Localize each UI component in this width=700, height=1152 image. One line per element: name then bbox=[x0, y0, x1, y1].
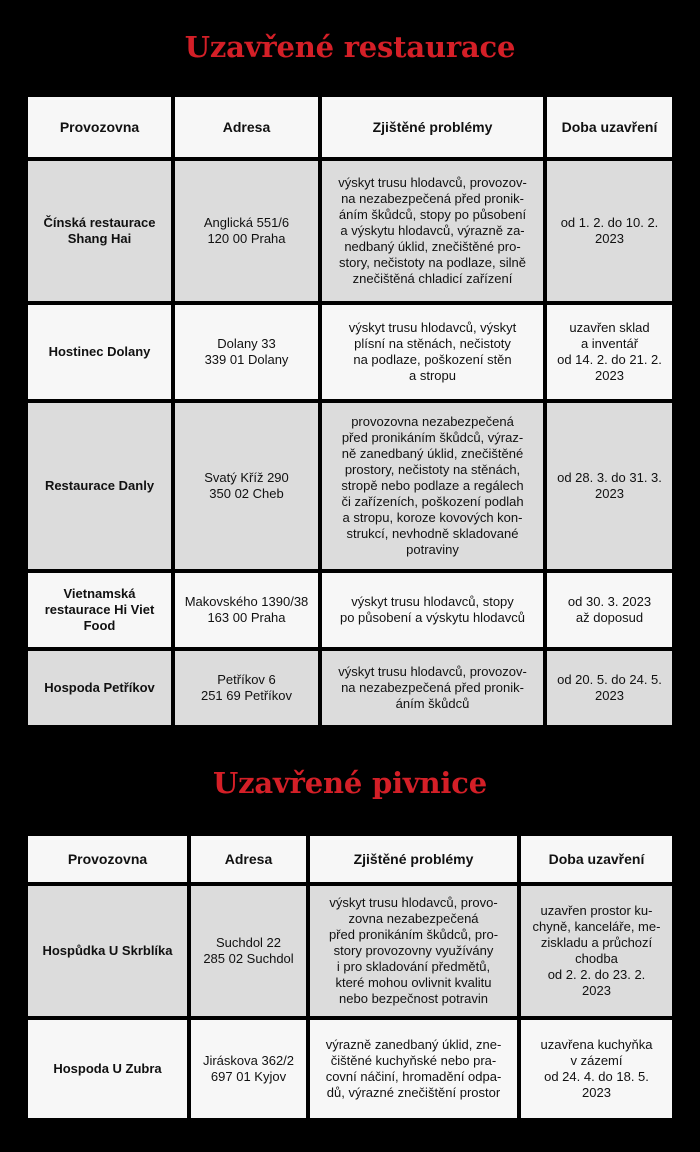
row-name: Vietnamská restaurace Hi Viet Food bbox=[28, 573, 171, 647]
row-problems: výskyt trusu hlodavců, provozov- na nezabezpečená před pronik- áním škůdců, stopy po působení a výskytu hlodavců, výrazně za- nedbaný úklid, znečištěné pro- story, nečistoty na podlaze, silně znečištěná chladicí zařízení bbox=[322, 161, 543, 301]
row-name: Čínská restaurace Shang Hai bbox=[28, 161, 171, 301]
row-period: uzavřen prostor ku- chyně, kanceláře, me- ziskladu a průchozí chodba od 2. 2. do 23. 2. 2023 bbox=[521, 886, 672, 1016]
header-provozovna: Provozovna bbox=[28, 836, 187, 882]
restaurants-table bbox=[24, 93, 676, 729]
header-provozovna: Provozovna bbox=[28, 97, 171, 157]
row-name: Hostinec Dolany bbox=[28, 305, 171, 399]
row-period: uzavřena kuchyňka v zázemí od 24. 4. do 18. 5. 2023 bbox=[521, 1020, 672, 1118]
row-address: Dolany 33 339 01 Dolany bbox=[175, 305, 318, 399]
row-period: od 20. 5. do 24. 5. 2023 bbox=[547, 651, 672, 725]
restaurants-title: Uzavřené restaurace bbox=[184, 30, 516, 64]
header-adresa: Adresa bbox=[175, 97, 318, 157]
row-name: Restaurace Danly bbox=[28, 403, 171, 569]
header-doba: Doba uzavření bbox=[521, 836, 672, 882]
header-adresa: Adresa bbox=[191, 836, 306, 882]
header-doba: Doba uzavření bbox=[547, 97, 672, 157]
header-problemy: Zjištěné problémy bbox=[310, 836, 517, 882]
row-problems: výskyt trusu hlodavců, stopy po působení a výskytu hlodavců bbox=[322, 573, 543, 647]
row-period: uzavřen sklad a inventář od 14. 2. do 21. 2. 2023 bbox=[547, 305, 672, 399]
row-address: Makovského 1390/38 163 00 Praha bbox=[175, 573, 318, 647]
row-address: Petříkov 6 251 69 Petříkov bbox=[175, 651, 318, 725]
row-address: Svatý Kříž 290 350 02 Cheb bbox=[175, 403, 318, 569]
row-name: Hospoda Petříkov bbox=[28, 651, 171, 725]
row-address: Jiráskova 362/2 697 01 Kyjov bbox=[191, 1020, 306, 1118]
row-period: od 30. 3. 2023 až doposud bbox=[547, 573, 672, 647]
row-problems: výskyt trusu hlodavců, provozov- na nezabezpečená před pronik- áním škůdců bbox=[322, 651, 543, 725]
row-problems: provozovna nezabezpečená před pronikáním škůdců, výraz- ně zanedbaný úklid, znečištěné prostory, nečistoty na stěnách, stropě nebo podlaze a regálech či zařízeních, poškození podlah a stropu, koroze kovových kon- strukcí, nevhodně skladované potraviny bbox=[322, 403, 543, 569]
table-row bbox=[28, 573, 672, 647]
row-address: Anglická 551/6 120 00 Praha bbox=[175, 161, 318, 301]
table-row bbox=[28, 886, 672, 1016]
pubs-table bbox=[24, 832, 676, 1122]
row-address: Suchdol 22 285 02 Suchdol bbox=[191, 886, 306, 1016]
table-row bbox=[28, 403, 672, 569]
row-problems: výskyt trusu hlodavců, provo- zovna nezabezpečená před pronikáním škůdců, pro- story provozovny využívány i pro skladování předmětů, které mohou ovlivnit kvalitu nebo bezpečnost potravin bbox=[310, 886, 517, 1016]
row-problems: výrazně zanedbaný úklid, zne- čištěné kuchyňské nebo pra- covní náčiní, hromadění odpa- dů, výrazné znečištění prostor bbox=[310, 1020, 517, 1118]
pubs-title: Uzavřené pivnice bbox=[213, 766, 487, 800]
table-row bbox=[28, 651, 672, 725]
header-problemy: Zjištěné problémy bbox=[322, 97, 543, 157]
table-row bbox=[28, 1020, 672, 1118]
row-problems: výskyt trusu hlodavců, výskyt plísní na stěnách, nečistoty na podlaze, poškození stěn a stropu bbox=[322, 305, 543, 399]
row-name: Hospoda U Zubra bbox=[28, 1020, 187, 1118]
table-row bbox=[28, 161, 672, 301]
row-period: od 28. 3. do 31. 3. 2023 bbox=[547, 403, 672, 569]
row-name: Hospůdka U Skrblíka bbox=[28, 886, 187, 1016]
row-period: od 1. 2. do 10. 2. 2023 bbox=[547, 161, 672, 301]
table-row bbox=[28, 305, 672, 399]
